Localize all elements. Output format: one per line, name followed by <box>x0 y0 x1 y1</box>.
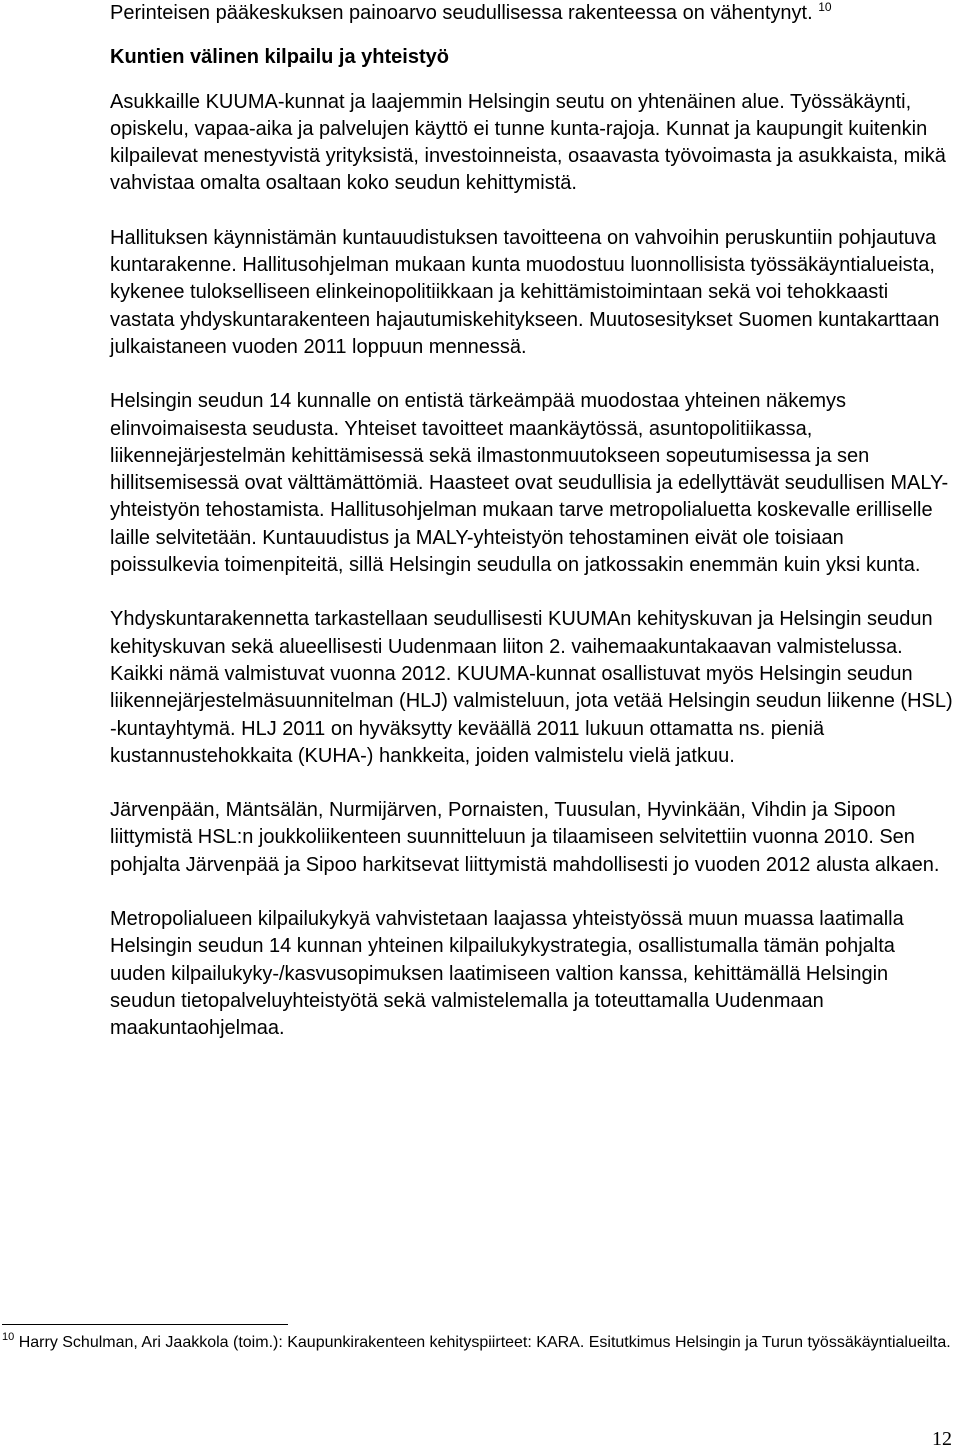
footnote-reference: 10 <box>818 0 832 14</box>
paragraph-1: Asukkaille KUUMA-kunnat ja laajemmin Helsingin seutu on yhtenäinen alue. Työssäkäynti, opiskelu, vapaa-aika ja palvelujen käyttö ei tunne kunta-rajoja. Kunnat ja kaupungit kuitenkin kilpailevat menestyvistä yrityksistä, investoinneista, osaavasta työvoimasta ja asukkaista, mikä vahvistaa omalta osaltaan koko seudun kehittymistä. <box>110 90 946 195</box>
page-number: 12 <box>932 1428 952 1450</box>
paragraph-5: Järvenpään, Mäntsälän, Nurmijärven, Pornaisten, Tuusulan, Hyvinkään, Vihdin ja Sipoon liittymistä HSL:n joukkoliikenteen suunnitteluun ja tilaamiseen selvitettiin vuonna 2010. Sen pohjalta Järvenpää ja Sipoo harkitsevat liittymistä mahdollisesti jo vuoden 2012 alusta alkaen. <box>110 799 940 876</box>
footnote-number: 10 <box>2 1331 15 1343</box>
paragraph-4: Yhdyskuntarakennetta tarkastellaan seudullisesti KUUMAn kehityskuvan ja Helsingin seudun kehityskuvan sekä alueellisesti Uudenmaan liiton 2. vaihemaakuntakaavan valmistelussa. Kaikki nämä valmistuvat vuonna 2012. KUUMA-kunnat osallistuvat myös Helsingin seudun liikennejärjestelmäsuunnitelman (HLJ) valmisteluun, jota vetää Helsingin seudun liikenne (HSL) -kuntayhtymä. HLJ 2011 on hyväksytty keväällä 2011 lukuun ottamatta ns. pieniä kustannustehokkaita (KUHA-) hankkeita, joiden valmistelu vielä jatkuu. <box>110 608 953 767</box>
intro-text: Perinteisen pääkeskuksen painoarvo seudullisessa rakenteessa on vähentynyt. <box>110 2 813 24</box>
footnote-divider <box>2 1324 288 1325</box>
paragraph-3: Helsingin seudun 14 kunnalle on entistä tärkeämpää muodostaa yhteinen näkemys elinvoimaisesta seudusta. Yhteiset tavoitteet maankäytössä, asuntopolitiikassa, liikennejärjestelmän kehittämisessä sekä ilmastonmuutokseen sopeutumisessa ja sen hillitsemisessä ovat välttämättömiä. Haasteet ovat seudullisia ja edellyttävät seudullisen MALY-yhteistyön tehostamista. Hallitusohjelman mukaan tarve metropolialuetta koskevalle erilliselle laille selvitetään. Kuntauudistus ja MALY-yhteistyön tehostaminen eivät ole toisiaan poissulkevia toimenpiteitä, sillä Helsingin seudulla on jatkossakin enemmän kuin yksi kunta. <box>110 390 949 577</box>
paragraph-6: Metropolialueen kilpailukykyä vahvistetaan laajassa yhteistyössä muun muassa laatimalla Helsingin seudun 14 kunnan yhteinen kilpailukykystrategia, osallistumalla tämän pohjalta uuden kilpailukyky-/kasvusopimuksen laatimiseen valtion kanssa, kehittämällä Helsingin seudun tietopalveluyhteistyötä sekä valmistelemalla ja toteuttamalla Uudenmaan maakuntaohjelmaa. <box>110 908 904 1040</box>
document-body <box>110 0 955 1043</box>
intro-paragraph <box>110 0 955 27</box>
footnote <box>2 1332 952 1354</box>
footnote-text: Harry Schulman, Ari Jaakkola (toim.): Kaupunkirakenteen kehityspiirteet: KARA. Esitutkimus Helsingin ja Turun työssäkäyntialueilta. <box>18 1334 951 1351</box>
paragraph-2: Hallituksen käynnistämän kuntauudistuksen tavoitteena on vahvoihin peruskuntiin pohjautuva kuntarakenne. Hallitusohjelman mukaan kunta muodostuu luonnollisista työssäkäyntialueista, kykenee tulokselliseen elinkeinopolitiikkaan ja kehittämistoimintaan sekä voi tehokkaasti vastata yhdyskuntarakenteen hajautumiskehitykseen. Muutosesitykset Suomen kuntakarttaan julkaistaneen vuoden 2011 loppuun mennessä. <box>110 226 940 358</box>
section-heading: Kuntien välinen kilpailu ja yhteistyö <box>110 46 449 69</box>
